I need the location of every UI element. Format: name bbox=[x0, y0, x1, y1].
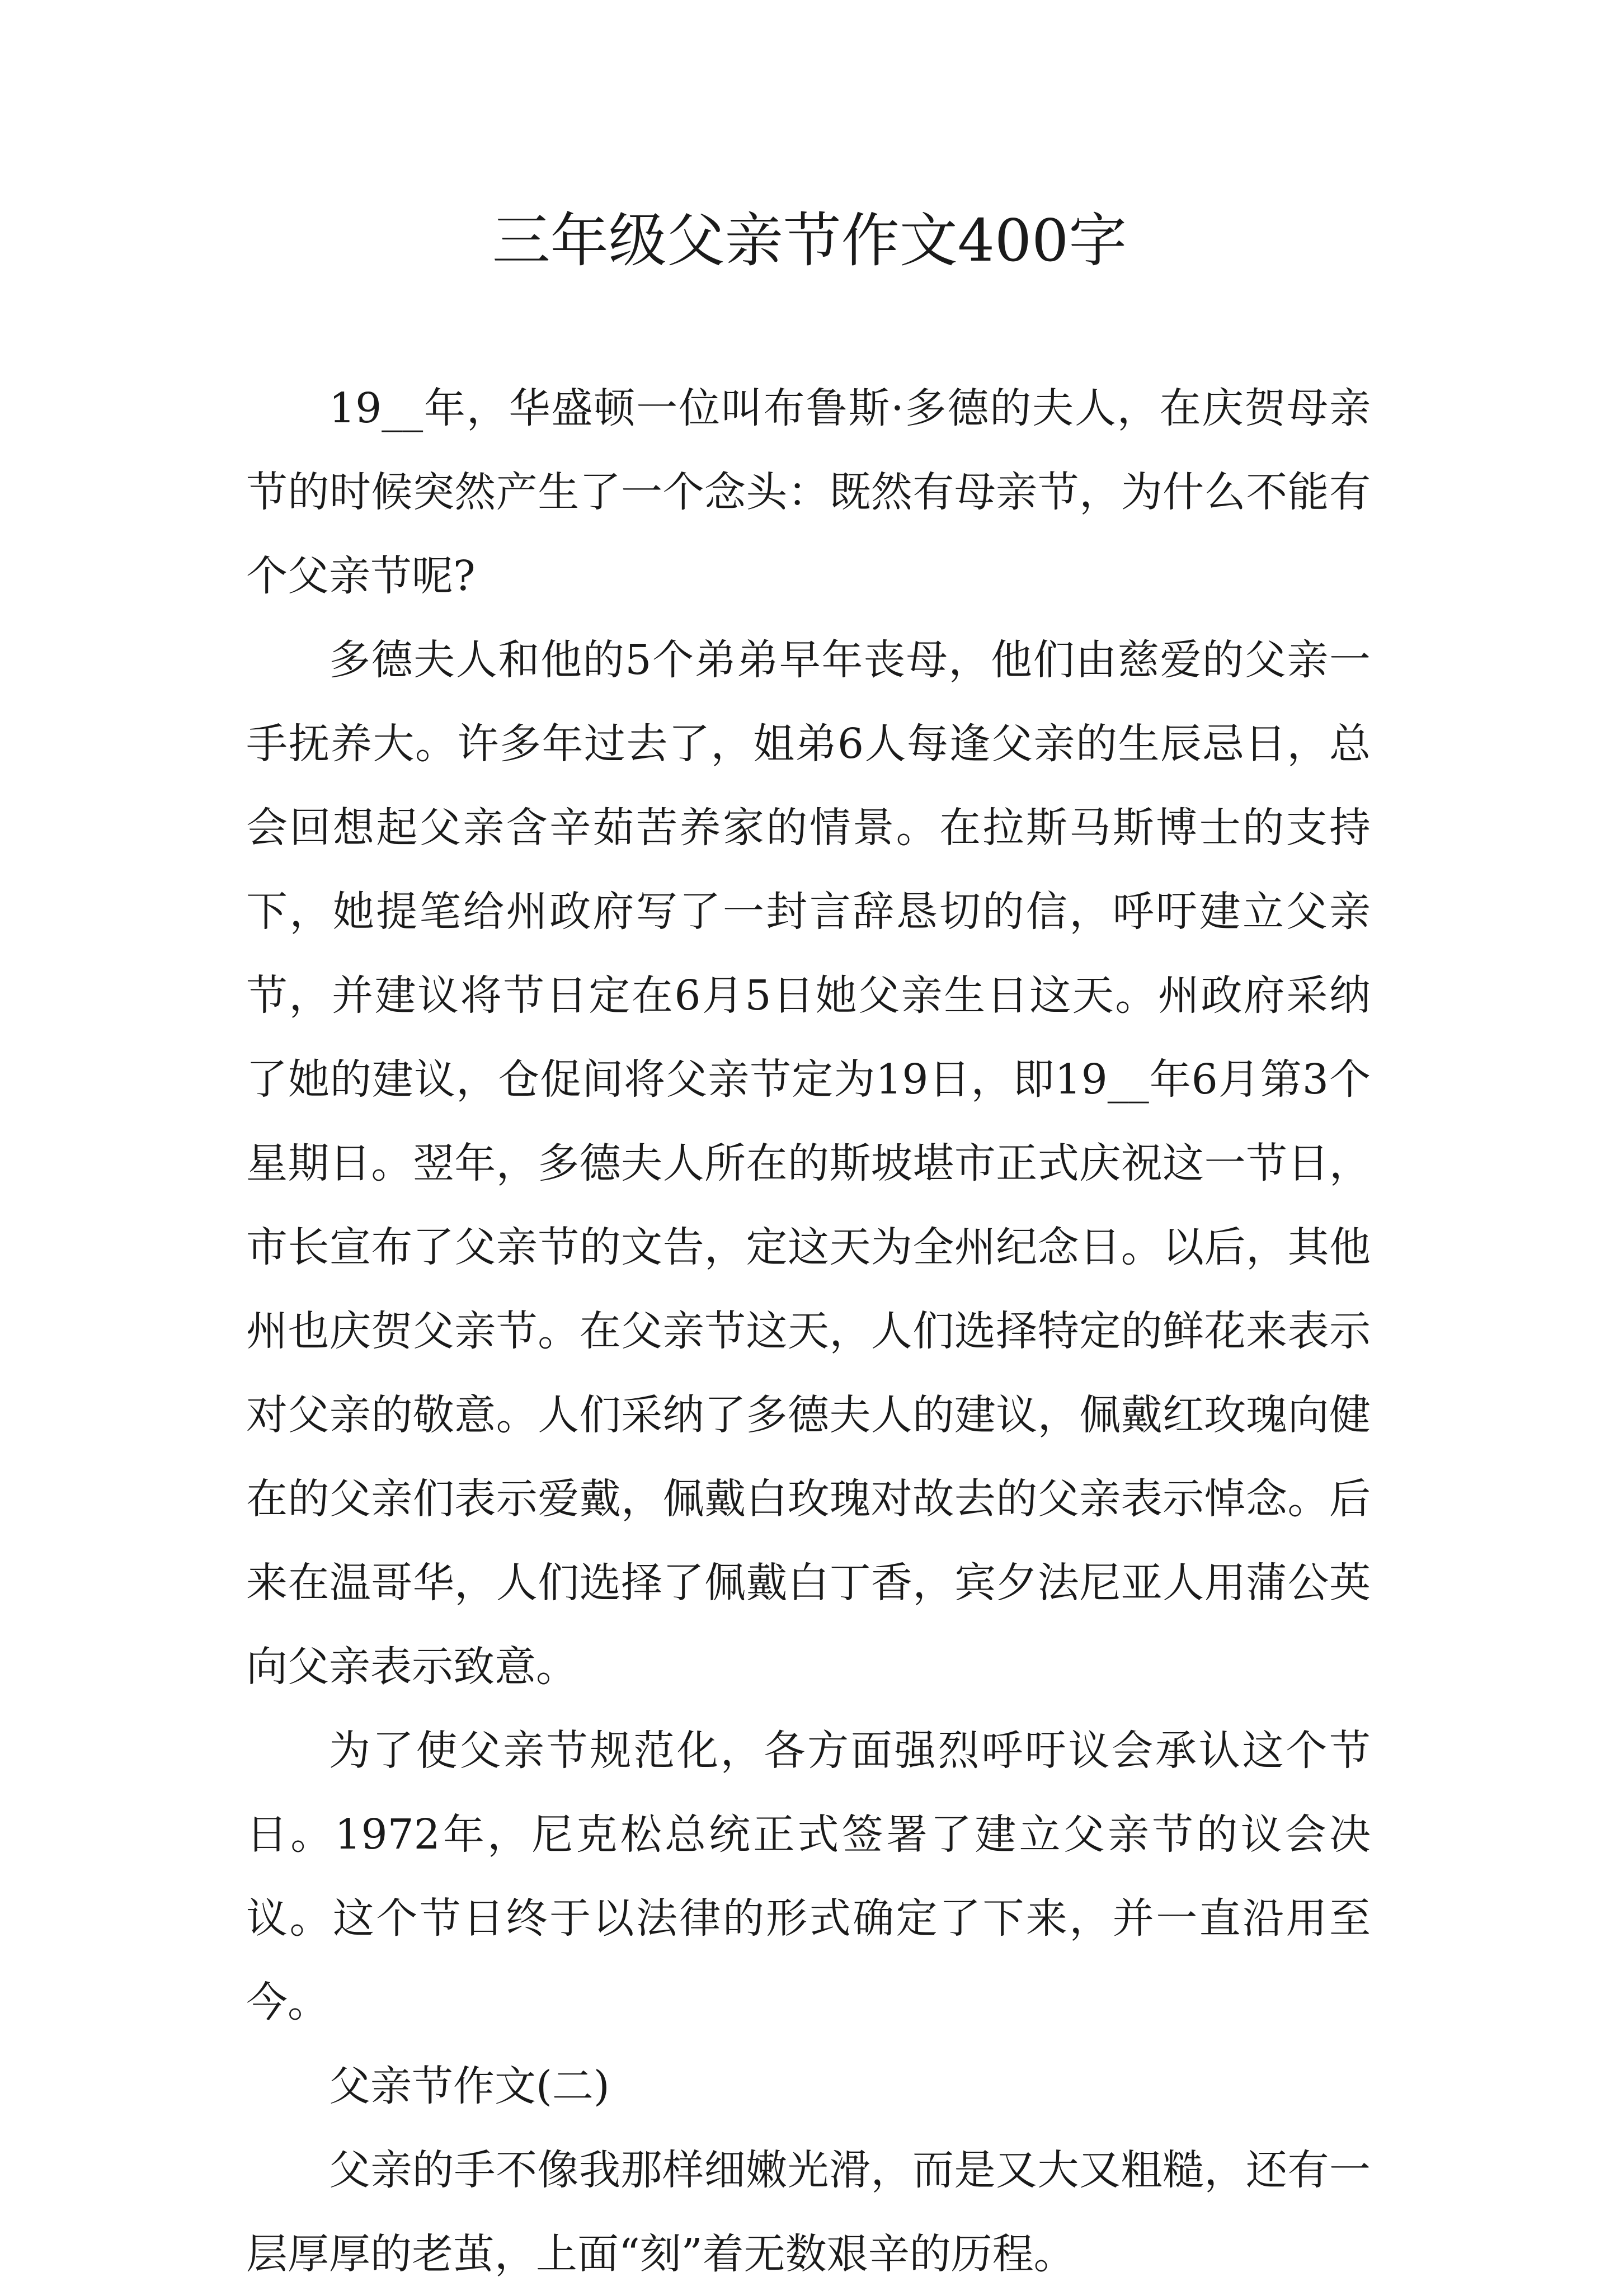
document-title: 三年级父亲节作文400字 bbox=[492, 206, 1127, 275]
paragraph: 父亲的手不像我那样细嫩光滑，而是又大又粗糙，还有一层厚厚的老茧，上面“刻”着无数艰辛的历程。 bbox=[246, 2146, 1371, 2278]
paragraph: 多德夫人和他的5个弟弟早年丧母，他们由慈爱的父亲一手抚养大。许多年过去了，姐弟6人每逢父亲的生辰忌日，总会回想起父亲含辛茹苦养家的情景。在拉斯马斯博士的支持下，她提笔给州政府写了一封言辞恳切的信，呼吁建立父亲节，并建议将节日定在6月5日她父亲生日这天。州政府采纳了她的建议，仓促间将父亲节定为19日，即19__年6月第3个星期日。翌年，多德夫人所在的斯坡堪市正式庆祝这一节日，市长宣布了父亲节的文告，定这天为全州纪念日。以后，其他州也庆贺父亲节。在父亲节这天，人们选择特定的鲜花来表示对父亲的敬意。人们采纳了多德夫人的建议，佩戴红玫瑰向健在的父亲们表示爱戴，佩戴白玫瑰对故去的父亲表示悼念。后来在温哥华，人们选择了佩戴白丁香，宾夕法尼亚人用蒲公英向父亲表示致意。 bbox=[246, 636, 1371, 1691]
paragraph: 为了使父亲节规范化，各方面强烈呼吁议会承认这个节日。1972年，尼克松总统正式签署了建立父亲节的议会决议。这个节日终于以法律的形式确定了下来，并一直沿用至今。 bbox=[246, 1727, 1371, 2026]
document-body bbox=[246, 366, 1371, 2296]
section-heading: 父亲节作文(二) bbox=[329, 2062, 610, 2110]
paragraph: 19__年，华盛顿一位叫布鲁斯·多德的夫人，在庆贺母亲节的时候突然产生了一个念头：既然有母亲节，为什么不能有个父亲节呢? bbox=[246, 384, 1371, 600]
